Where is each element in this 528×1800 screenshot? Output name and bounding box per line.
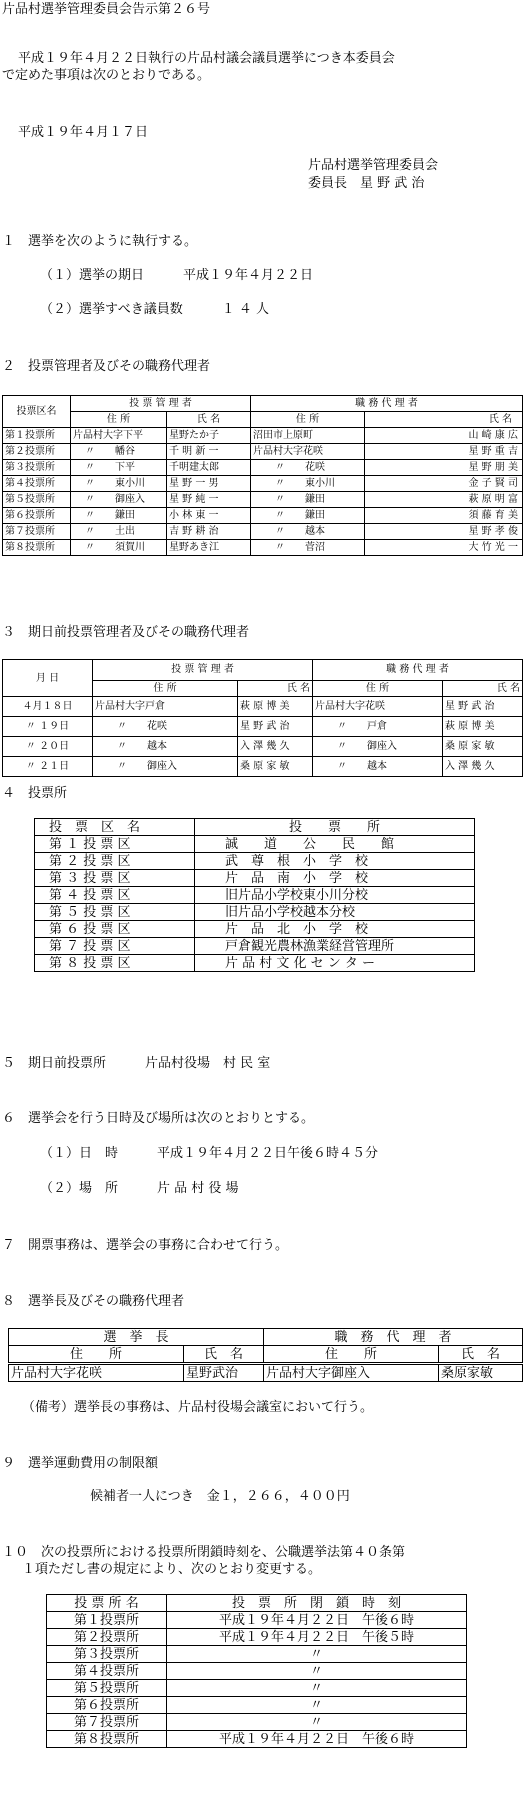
manager-address-cell: 〃 鎌田	[71, 508, 167, 524]
manager-name-cell: 小 林 東 一	[167, 508, 251, 524]
table-row	[3, 737, 523, 757]
manager-name-cell: 桑 原 家 敏	[238, 757, 313, 777]
closing-time-cell: 〃	[167, 1697, 467, 1714]
day-cell: 〃 ２０日	[3, 737, 93, 757]
table-row	[35, 955, 475, 972]
manager-name-cell: 星 野 純 一	[167, 492, 251, 508]
section-5-line: ５ 期日前投票所 片品村役場 村 民 室	[2, 1056, 271, 1071]
table-row	[35, 836, 475, 853]
table-row	[47, 1731, 467, 1748]
place-cell: 第５投票所	[47, 1680, 167, 1697]
section-8-note: （備考）選挙長の事務は、片品村役場会議室において行う。	[22, 1400, 374, 1415]
table-row	[47, 1697, 467, 1714]
notice-number: 片品村選挙管理委員会告示第２６号	[2, 2, 211, 17]
table-row	[47, 1714, 467, 1731]
chief-address: 片品村大字花咲	[9, 1364, 184, 1382]
closing-time-cell: 平成１９年４月２２日 午後６時	[167, 1731, 467, 1748]
deputy-address-cell: 〃 花咲	[251, 460, 365, 476]
place-cell: 第１投票所	[47, 1612, 167, 1629]
header-name: 氏 名	[439, 1346, 523, 1364]
header-name: 氏 名	[443, 680, 523, 696]
polling-place-cell: 片 品 北 小 学 校	[195, 921, 475, 938]
deputy-name-cell: 萩 原 明 富	[365, 492, 523, 508]
election-chief-table	[8, 1328, 523, 1382]
table-row	[3, 460, 523, 476]
place-cell: 第６投票所	[47, 1697, 167, 1714]
district-cell: 第２投票所	[3, 444, 71, 460]
notice-date: 平成１９年４月１７日	[18, 125, 149, 140]
section-4-heading: ４ 投票所	[2, 786, 68, 801]
header-deputy: 職 務 代 理 者	[264, 1329, 523, 1346]
manager-name-cell: 吉 野 耕 治	[167, 524, 251, 540]
header-name: 氏 名	[238, 680, 313, 696]
signature-org: 片品村選挙管理委員会	[308, 158, 439, 173]
deputy-name-cell: 星 野 朋 美	[365, 460, 523, 476]
table-row	[3, 508, 523, 524]
deputy-address-cell: 〃 菅沼	[251, 540, 365, 556]
deputy-name-cell: 星 野 重 吉	[365, 444, 523, 460]
manager-name-cell: 星野たか子	[167, 428, 251, 444]
early-voting-table	[2, 659, 523, 777]
managers-table	[2, 395, 523, 556]
day-cell: 〃 ２１日	[3, 757, 93, 777]
intro-line-1: 平成１９年４月２２日執行の片品村議会議員選挙につき本委員会	[18, 51, 395, 66]
header-place: 投 票 所 名	[47, 1595, 167, 1612]
district-cell: 第 ２ 投 票 区	[35, 853, 195, 870]
district-cell: 第 ３ 投 票 区	[35, 870, 195, 887]
table-row	[35, 853, 475, 870]
closing-time-body	[47, 1612, 467, 1748]
district-cell: 第 ７ 投 票 区	[35, 938, 195, 955]
table-row	[35, 904, 475, 921]
chief-name: 星野武治	[184, 1364, 264, 1382]
manager-address-cell: 〃 下平	[71, 460, 167, 476]
header-address: 住 所	[264, 1346, 439, 1364]
deputy-name-cell: 萩 原 博 美	[443, 717, 523, 737]
table-row	[3, 757, 523, 777]
header-address: 住 所	[251, 412, 365, 428]
day-cell: ４月１８日	[3, 697, 93, 717]
table-row	[47, 1646, 467, 1663]
manager-address-cell: 〃 御座入	[93, 757, 238, 777]
section-10-line-1: １０ 次の投票所における投票所閉鎖時刻を、公職選挙法第４０条第	[2, 1545, 406, 1560]
table-row	[47, 1663, 467, 1680]
district-cell: 第 ４ 投 票 区	[35, 887, 195, 904]
table-row	[47, 1612, 467, 1629]
place-cell: 第８投票所	[47, 1731, 167, 1748]
polling-place-cell: 旧片品小学校東小川分校	[195, 887, 475, 904]
day-cell: 〃 １９日	[3, 717, 93, 737]
manager-address-cell: 片品村大字戸倉	[93, 697, 238, 717]
table-row	[3, 697, 523, 717]
section-9-heading: ９ 選挙運動費用の制限額	[2, 1456, 159, 1471]
place-cell: 第４投票所	[47, 1663, 167, 1680]
deputy-address-cell: 〃 越本	[251, 524, 365, 540]
manager-address-cell: 〃 土出	[71, 524, 167, 540]
header-name: 氏 名	[365, 412, 523, 428]
closing-time-cell: 平成１９年４月２２日 午後６時	[167, 1612, 467, 1629]
section-1-heading: １ 選挙を次のように執行する。	[2, 234, 198, 249]
district-cell: 第 ６ 投 票 区	[35, 921, 195, 938]
district-cell: 第 １ 投 票 区	[35, 836, 195, 853]
header-manager: 投 票 管 理 者	[71, 396, 251, 412]
header-manager: 投 票 管 理 者	[93, 660, 313, 681]
district-cell: 第４投票所	[3, 476, 71, 492]
header-deputy: 職 務 代 理 者	[313, 660, 523, 681]
deputy-name-cell: 山 崎 康 広	[365, 428, 523, 444]
table-row	[3, 444, 523, 460]
table-row	[3, 524, 523, 540]
header-chief: 選 挙 長	[9, 1329, 264, 1346]
district-cell: 第６投票所	[3, 508, 71, 524]
place-cell: 第７投票所	[47, 1714, 167, 1731]
district-cell: 第７投票所	[3, 524, 71, 540]
closing-time-cell: 〃	[167, 1714, 467, 1731]
header-name: 氏 名	[184, 1346, 264, 1364]
manager-name-cell: 千 明 新 一	[167, 444, 251, 460]
manager-name-cell: 星 野 一 男	[167, 476, 251, 492]
table-row	[35, 921, 475, 938]
table-row	[35, 870, 475, 887]
deputy-address: 片品村大字御座入	[264, 1364, 439, 1382]
section-1-item-1: （１）選挙の期日 平成１９年４月２２日	[40, 268, 314, 283]
manager-address-cell: 〃 東小川	[71, 476, 167, 492]
deputy-name-cell: 星 野 武 治	[443, 697, 523, 717]
deputy-address-cell: 〃 越本	[313, 757, 443, 777]
manager-address-cell: 〃 幡谷	[71, 444, 167, 460]
header-name: 氏 名	[167, 412, 251, 428]
manager-name-cell: 星野あき江	[167, 540, 251, 556]
manager-address-cell: 〃 越本	[93, 737, 238, 757]
signature-chair: 委員長 星 野 武 治	[308, 176, 425, 191]
district-cell: 第 ８ 投 票 区	[35, 955, 195, 972]
polling-place-cell: 片 品 南 小 学 校	[195, 870, 475, 887]
polling-place-cell: 戸倉観光農林漁業経営管理所	[195, 938, 475, 955]
header-address: 住 所	[9, 1346, 184, 1364]
manager-name-cell: 萩 原 博 美	[238, 697, 313, 717]
manager-address-cell: 〃 御座入	[71, 492, 167, 508]
header-place: 投 票 所	[195, 819, 475, 836]
table-row	[3, 492, 523, 508]
deputy-address-cell: 〃 鎌田	[251, 508, 365, 524]
deputy-name-cell: 大 竹 光 一	[365, 540, 523, 556]
district-cell: 第 ５ 投 票 区	[35, 904, 195, 921]
table-row	[3, 717, 523, 737]
district-cell: 第５投票所	[3, 492, 71, 508]
table-row	[47, 1680, 467, 1697]
intro-line-2: で定めた事項は次のとおりである。	[2, 68, 211, 83]
closing-time-cell: 〃	[167, 1646, 467, 1663]
deputy-address-cell: 沼田市上原町	[251, 428, 365, 444]
section-6-heading: ６ 選挙会を行う日時及び場所は次のとおりとする。	[2, 1111, 315, 1126]
closing-time-table	[46, 1594, 467, 1748]
manager-address-cell: 〃 須賀川	[71, 540, 167, 556]
deputy-address-cell: 片品村大字花咲	[251, 444, 365, 460]
closing-time-cell: 〃	[167, 1663, 467, 1680]
header-district: 投 票 区 名	[35, 819, 195, 836]
section-6-item-1: （１）日 時 平成１９年４月２２日午後６時４５分	[40, 1146, 379, 1161]
deputy-name-cell: 金 子 賢 司	[365, 476, 523, 492]
place-cell: 第２投票所	[47, 1629, 167, 1646]
section-8-heading: ８ 選挙長及びその職務代理者	[2, 1294, 185, 1309]
deputy-address-cell: 〃 戸倉	[313, 717, 443, 737]
district-cell: 第８投票所	[3, 540, 71, 556]
header-address: 住 所	[71, 412, 167, 428]
header-address: 住 所	[313, 680, 443, 696]
manager-address-cell: 〃 花咲	[93, 717, 238, 737]
section-10-line-2: １項ただし書の規定により、次のとおり変更する。	[22, 1562, 322, 1577]
manager-address-cell: 片品村大字下平	[71, 428, 167, 444]
header-address: 住 所	[93, 680, 238, 696]
deputy-name-cell: 入 澤 幾 久	[443, 757, 523, 777]
manager-name-cell: 千明建太郎	[167, 460, 251, 476]
header-time: 投 票 所 閉 鎖 時 刻	[167, 1595, 467, 1612]
section-9-amount: 候補者一人につき 金１，２６６，４００円	[90, 1489, 350, 1504]
section-7-line: ７ 開票事務は、選挙会の事務に合わせて行う。	[2, 1238, 289, 1253]
section-2-heading: ２ 投票管理者及びその職務代理者	[2, 359, 211, 374]
deputy-name-cell: 星 野 孝 俊	[365, 524, 523, 540]
deputy-name-cell: 桑 原 家 敏	[443, 737, 523, 757]
early-voting-body	[3, 697, 523, 777]
header-deputy: 職 務 代 理 者	[251, 396, 523, 412]
district-cell: 第１投票所	[3, 428, 71, 444]
section-3-heading: ３ 期日前投票管理者及びその職務代理者	[2, 625, 250, 640]
deputy-address-cell: 〃 鎌田	[251, 492, 365, 508]
section-1-item-2: （２）選挙すべき議員数 １ ４ 人	[40, 302, 270, 317]
closing-time-cell: 〃	[167, 1680, 467, 1697]
manager-name-cell: 入 澤 幾 久	[238, 737, 313, 757]
polling-place-cell: 誠 道 公 民 館	[195, 836, 475, 853]
table-row	[3, 476, 523, 492]
table-row	[3, 540, 523, 556]
closing-time-cell: 平成１９年４月２２日 午後５時	[167, 1629, 467, 1646]
header-district: 投票区名	[3, 396, 71, 428]
manager-name-cell: 星 野 武 治	[238, 717, 313, 737]
polling-places-table	[34, 818, 475, 972]
deputy-name-cell: 須 藤 育 美	[365, 508, 523, 524]
managers-body	[3, 428, 523, 556]
table-row	[35, 887, 475, 904]
table-row	[47, 1629, 467, 1646]
polling-place-cell: 武 尊 根 小 学 校	[195, 853, 475, 870]
section-6-item-2: （２）場 所 片 品 村 役 場	[40, 1181, 239, 1196]
deputy-address-cell: 〃 御座入	[313, 737, 443, 757]
table-row	[35, 938, 475, 955]
place-cell: 第３投票所	[47, 1646, 167, 1663]
polling-place-cell: 旧片品小学校越本分校	[195, 904, 475, 921]
polling-places-body	[35, 836, 475, 972]
deputy-address-cell: 片品村大字花咲	[313, 697, 443, 717]
table-row	[3, 428, 523, 444]
polling-place-cell: 片 品 村 文 化 セ ン タ ー	[195, 955, 475, 972]
header-day: 月 日	[3, 660, 93, 697]
deputy-address-cell: 〃 東小川	[251, 476, 365, 492]
district-cell: 第３投票所	[3, 460, 71, 476]
deputy-name: 桑原家敏	[439, 1364, 523, 1382]
